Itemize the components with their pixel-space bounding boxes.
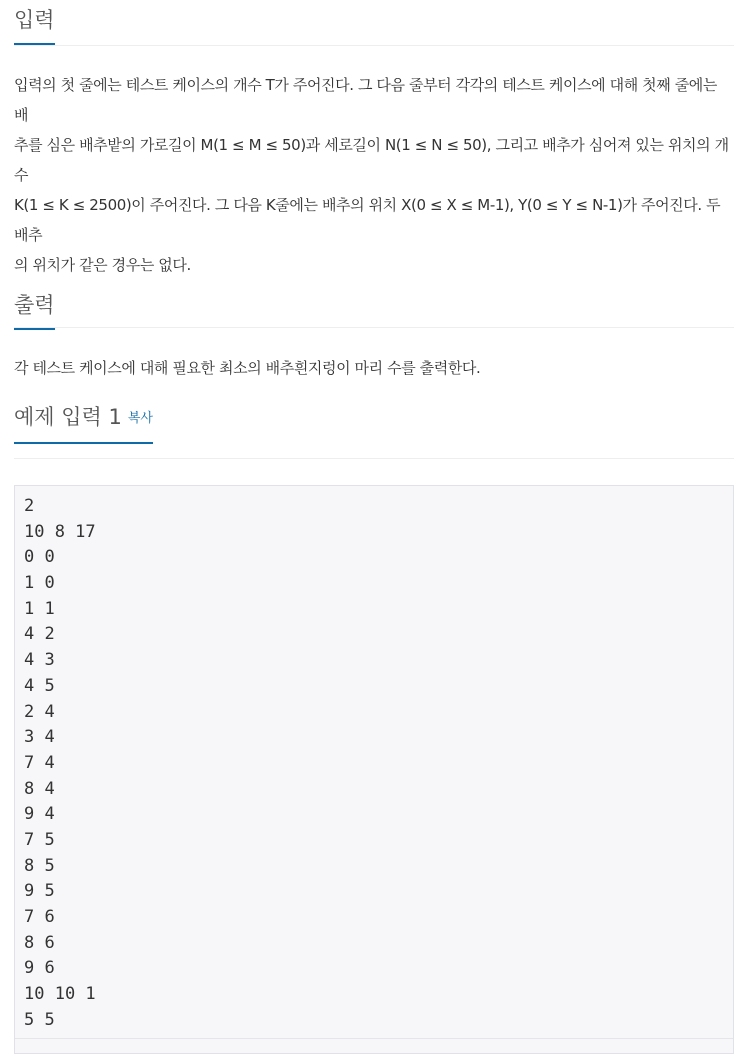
input-description-line-4: 의 위치가 같은 경우는 없다. [14, 256, 191, 274]
sample-input-line: 7 5 [24, 829, 55, 850]
sample-input-line: 0 0 [24, 547, 55, 568]
sample-input-line: 7 6 [24, 907, 55, 927]
input-section-title [14, 8, 55, 45]
sample-input-line: 5 5 [24, 1009, 55, 1030]
input-title-text: 입력 [14, 8, 55, 32]
sample-input-line: 10 8 17 [24, 521, 96, 542]
sample-input-line: 10 10 1 [24, 984, 96, 1005]
sample-input-line: 2 [24, 496, 35, 516]
input-section-header [14, 0, 734, 46]
sample-input-title-text: 예제 입력 1 [14, 405, 122, 429]
output-description [14, 328, 734, 383]
sample-input-line: 8 4 [24, 778, 55, 799]
input-description [14, 46, 734, 280]
sample-input-box[interactable] [14, 485, 734, 1054]
sample-input-line: 7 4 [24, 752, 55, 773]
input-description-line-1: 입력의 첫 줄에는 테스트 케이스의 개수 T가 주어진다. 그 다음 줄부터 각각의 테스트 케이스에 대해 첫째 줄에는 배 [14, 76, 717, 124]
copy-button[interactable]: 복사 [127, 411, 153, 426]
output-section-header [14, 280, 734, 328]
sample-input-line: 8 5 [24, 855, 55, 876]
input-description-line-3: K(1 ≤ K ≤ 2500)이 주어진다. 그 다음 K줄에는 배추의 위치 X(0 ≤ X ≤ M-1), Y(0 ≤ Y ≤ N-1)가 주어진다. 두 배추 [14, 196, 721, 244]
sample-input-line: 8 6 [24, 932, 55, 953]
sample-input-line: 9 5 [24, 881, 55, 902]
sample-input-line: 4 5 [24, 675, 55, 696]
sample-input-line: 1 0 [24, 573, 55, 594]
sample-input-section-header [14, 383, 734, 459]
output-title-text: 출력 [14, 293, 55, 317]
sample-input-line: 3 4 [24, 727, 55, 748]
sample-input-line: 4 3 [24, 650, 55, 671]
output-description-text: 각 테스트 케이스에 대해 필요한 최소의 배추흰지렁이 마리 수를 출력한다. [14, 359, 481, 377]
sample-input-line: 9 6 [24, 958, 55, 979]
sample-input-section-title [14, 405, 153, 444]
spacer [14, 459, 734, 485]
sample-box-scrollbar[interactable] [15, 1038, 733, 1053]
sample-input-line: 1 1 [24, 598, 55, 619]
sample-input-line: 4 2 [24, 624, 55, 645]
output-section-title [14, 293, 55, 330]
input-description-line-2: 추를 심은 배추밭의 가로길이 M(1 ≤ M ≤ 50)과 세로길이 N(1 ≤ N ≤ 50), 그리고 배추가 심어져 있는 위치의 개수 [14, 136, 729, 184]
sample-input-line: 9 4 [24, 804, 55, 825]
sample-input-line: 2 4 [24, 701, 55, 722]
